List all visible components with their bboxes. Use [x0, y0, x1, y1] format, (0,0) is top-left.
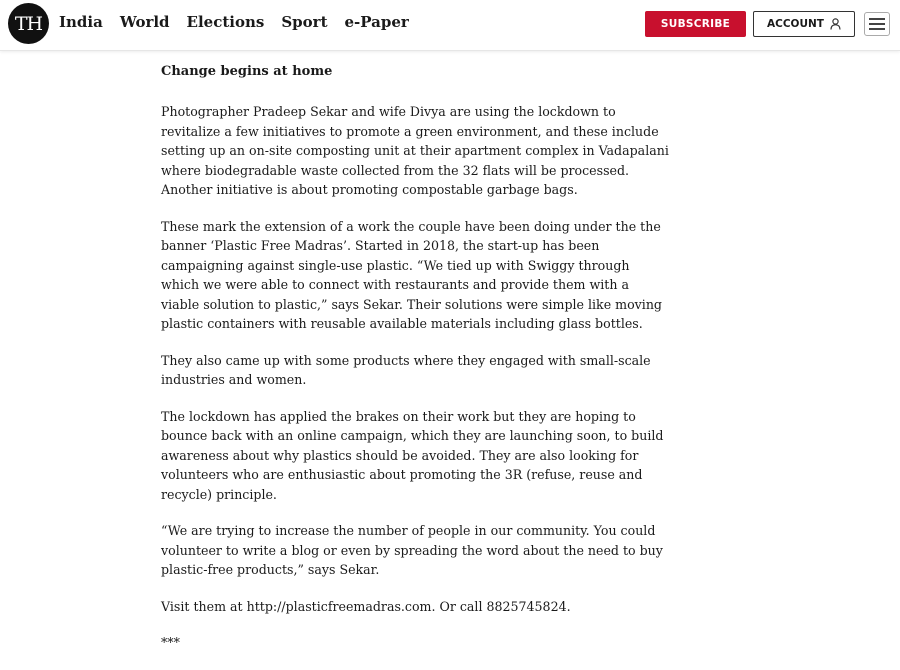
nav-link-world[interactable]: World	[119, 13, 170, 31]
hamburger-icon-bar	[869, 18, 885, 20]
article-paragraph: “We are trying to increase the number of people in our community. You could volunteer to write a blog or even by spreading the word about the need to buy plastic-free products,” says Sekar.	[161, 523, 663, 577]
hamburger-icon-bar	[869, 28, 885, 30]
main-nav	[59, 13, 409, 31]
article-paragraph: They also came up with some products where they engaged with small-scale industries and women.	[161, 352, 651, 387]
subscribe-button[interactable]: SUBSCRIBE	[645, 11, 746, 37]
nav-link-elections[interactable]: Elections	[186, 13, 265, 31]
hamburger-menu-button[interactable]	[864, 12, 890, 36]
top-navigation-bar	[0, 0, 900, 51]
article-paragraph: Photographer Pradeep Sekar and wife Divya are using the lockdown to revitalize a few initiatives to promote a green environment, and these include setting up an on-site composting unit at their apartment complex in Vadapalani where biodegradable waste collected from the 32 flats will be processed. Another initiative is about promoting compostable garbage bags.	[161, 104, 669, 197]
article-body	[161, 62, 671, 670]
article-paragraph: Visit them at http://plasticfreemadras.com. Or call 8825745824.	[161, 598, 571, 614]
user-icon	[830, 18, 841, 30]
hamburger-icon-bar	[869, 23, 885, 25]
nav-link-sport[interactable]: Sport	[281, 13, 328, 31]
account-button[interactable]	[753, 11, 855, 37]
account-button-label: ACCOUNT	[767, 18, 824, 30]
site-logo[interactable]: TH	[8, 3, 49, 44]
nav-link-epaper[interactable]: e-Paper	[344, 13, 409, 31]
article-subheading: Change begins at home	[161, 64, 333, 79]
article-paragraph: These mark the extension of a work the couple have been doing under the the banner ‘Plastic Free Madras’. Started in 2018, the start-up has been campaigning against single-use plastic. “We tied up with Swiggy through which we were able to connect with restaurants and provide them with a viable solution to plastic,” says Sekar. Their solutions were simple like moving plastic containers with reusable available materials including glass bottles.	[161, 218, 662, 331]
nav-link-india[interactable]: India	[59, 13, 103, 31]
article-paragraph: The lockdown has applied the brakes on their work but they are hoping to bounce back with an online campaign, which they are launching soon, to build awareness about why plastics should be avoided. They are also looking for volunteers who are enthusiastic about promoting the 3R (refuse, reuse and recycle) principle.	[161, 408, 664, 502]
article-separator: ***	[161, 635, 180, 650]
